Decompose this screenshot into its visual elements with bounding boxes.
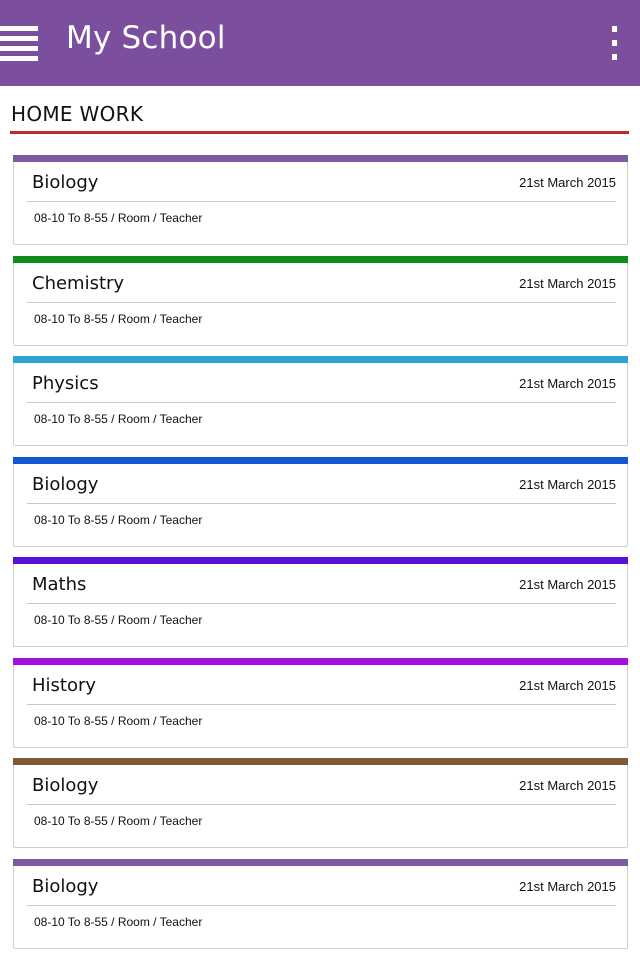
homework-date: 21st March 2015 [519,477,616,492]
app-title: My School [66,20,226,56]
section-title: HOME WORK [11,102,144,126]
homework-date: 21st March 2015 [519,376,616,391]
subject-color-bar [13,155,628,162]
hamburger-menu-icon[interactable] [0,26,38,62]
card-divider [27,603,616,604]
subject-name: Biology [32,172,99,193]
homework-details: 08-10 To 8-55 / Room / Teacher [34,312,203,326]
subject-name: Physics [32,373,99,394]
homework-card[interactable] [13,658,628,748]
homework-details: 08-10 To 8-55 / Room / Teacher [34,211,203,225]
homework-card[interactable] [13,859,628,949]
subject-name: Biology [32,876,99,897]
subject-name: Maths [32,574,87,595]
homework-card[interactable] [13,758,628,848]
card-divider [27,905,616,906]
homework-date: 21st March 2015 [519,175,616,190]
subject-name: History [32,675,97,696]
subject-color-bar [13,457,628,464]
subject-color-bar [13,758,628,765]
homework-details: 08-10 To 8-55 / Room / Teacher [34,814,203,828]
homework-details: 08-10 To 8-55 / Room / Teacher [34,412,203,426]
app-bar [0,0,640,86]
homework-details: 08-10 To 8-55 / Room / Teacher [34,613,203,627]
homework-card[interactable] [13,356,628,446]
homework-card[interactable] [13,557,628,647]
subject-name: Chemistry [32,273,125,294]
card-divider [27,704,616,705]
homework-details: 08-10 To 8-55 / Room / Teacher [34,915,203,929]
homework-details: 08-10 To 8-55 / Room / Teacher [34,513,203,527]
homework-date: 21st March 2015 [519,778,616,793]
subject-name: Biology [32,474,99,495]
card-divider [27,804,616,805]
card-divider [27,302,616,303]
homework-date: 21st March 2015 [519,678,616,693]
homework-card[interactable] [13,256,628,346]
homework-card[interactable] [13,155,628,245]
subject-color-bar [13,658,628,665]
subject-color-bar [13,256,628,263]
subject-color-bar [13,356,628,363]
section-divider [10,131,629,134]
subject-color-bar [13,557,628,564]
homework-card[interactable] [13,457,628,547]
more-vert-icon[interactable] [604,26,624,64]
subject-color-bar [13,859,628,866]
card-divider [27,201,616,202]
homework-date: 21st March 2015 [519,879,616,894]
homework-details: 08-10 To 8-55 / Room / Teacher [34,714,203,728]
card-divider [27,503,616,504]
card-divider [27,402,616,403]
homework-date: 21st March 2015 [519,577,616,592]
subject-name: Biology [32,775,99,796]
homework-date: 21st March 2015 [519,276,616,291]
